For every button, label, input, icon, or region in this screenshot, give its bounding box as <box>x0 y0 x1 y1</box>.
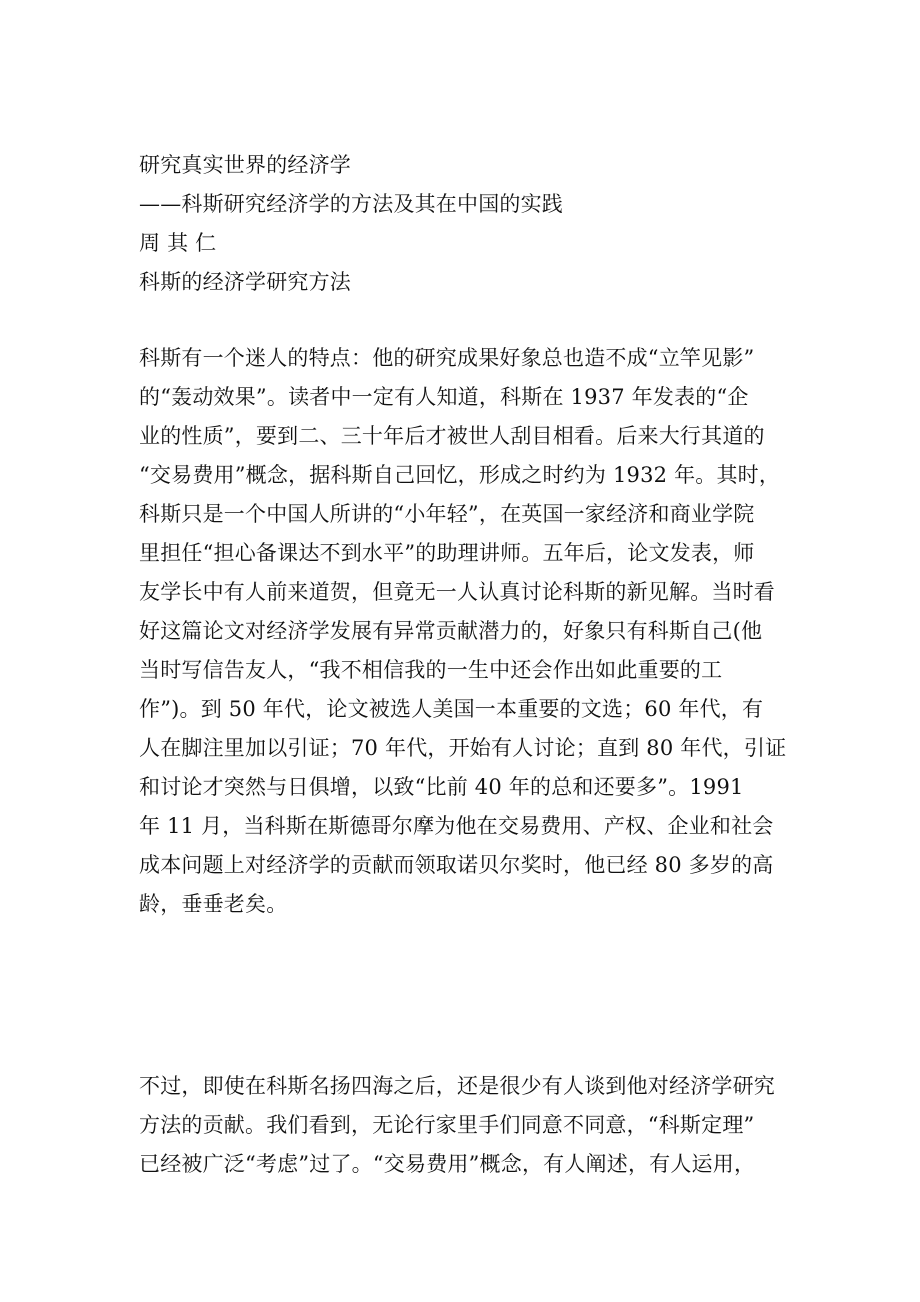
paragraph-line: “交易费用”概念，据科斯自己回忆，形成之时约为 1932 年。其时， <box>139 463 781 487</box>
paragraph-line: 科斯只是一个中国人所讲的“小年轻”，在英国一家经济和商业学院 <box>139 502 755 526</box>
paragraph-line: 人在脚注里加以引证；70 年代，开始有人讨论；直到 80 年代，引证 <box>139 736 787 760</box>
paragraph-2 <box>139 1067 787 1184</box>
paragraph-line: 好这篇论文对经济学发展有异常贡献潜力的，好象只有科斯自己(他 <box>139 619 763 643</box>
paragraph-line: 里担任“担心备课达不到水平”的助理讲师。五年后，论文发表，师 <box>139 541 755 565</box>
paragraph-line: 科斯有一个迷人的特点：他的研究成果好象总也造不成“立竿见影” <box>139 346 755 370</box>
paragraph-line: 作”)。到 50 年代，论文被选人美国一本重要的文选；60 年代，有 <box>139 697 764 721</box>
document-author: 周 其 仁 <box>139 231 217 255</box>
paragraph-line: 和讨论才突然与日俱增，以致“比前 40 年的总和还要多”。1991 <box>139 775 744 799</box>
paragraph-line: 龄，垂垂老矣。 <box>139 892 288 916</box>
paragraph-line: 已经被广泛“考虑”过了。“交易费用”概念，有人阐述，有人运用， <box>139 1152 756 1176</box>
paragraph-line: 友学长中有人前来道贺，但竟无一人认真讨论科斯的新见解。当时看 <box>139 580 775 604</box>
paragraph-line: 当时写信告友人，“我不相信我的一生中还会作出如此重要的工 <box>139 658 723 682</box>
paragraph-line: 的“轰动效果”。读者中一定有人知道，科斯在 1937 年发表的“企 <box>139 385 749 409</box>
paragraph-line: 不过，即使在科斯名扬四海之后，还是很少有人谈到他对经济学研究 <box>139 1074 775 1098</box>
section-heading: 科斯的经济学研究方法 <box>139 270 351 294</box>
paragraph-line: 方法的贡献。我们看到，无论行家里手们同意不同意，“科斯定理” <box>139 1113 755 1137</box>
paragraph-line: 业的性质”，要到二、三十年后才被世人刮目相看。后来大行其道的 <box>139 424 765 448</box>
paragraph-1 <box>139 339 787 924</box>
paragraph-line: 年 11 月，当科斯在斯德哥尔摩为他在交易费用、产权、企业和社会 <box>139 814 774 838</box>
paragraph-line: 成本问题上对经济学的贡献而领取诺贝尔奖时，他已经 80 多岁的高 <box>139 853 774 877</box>
document-title: 研究真实世界的经济学 <box>139 153 351 177</box>
document-subtitle: ——科斯研究经济学的方法及其在中国的实践 <box>139 192 563 216</box>
document-header <box>139 146 787 302</box>
